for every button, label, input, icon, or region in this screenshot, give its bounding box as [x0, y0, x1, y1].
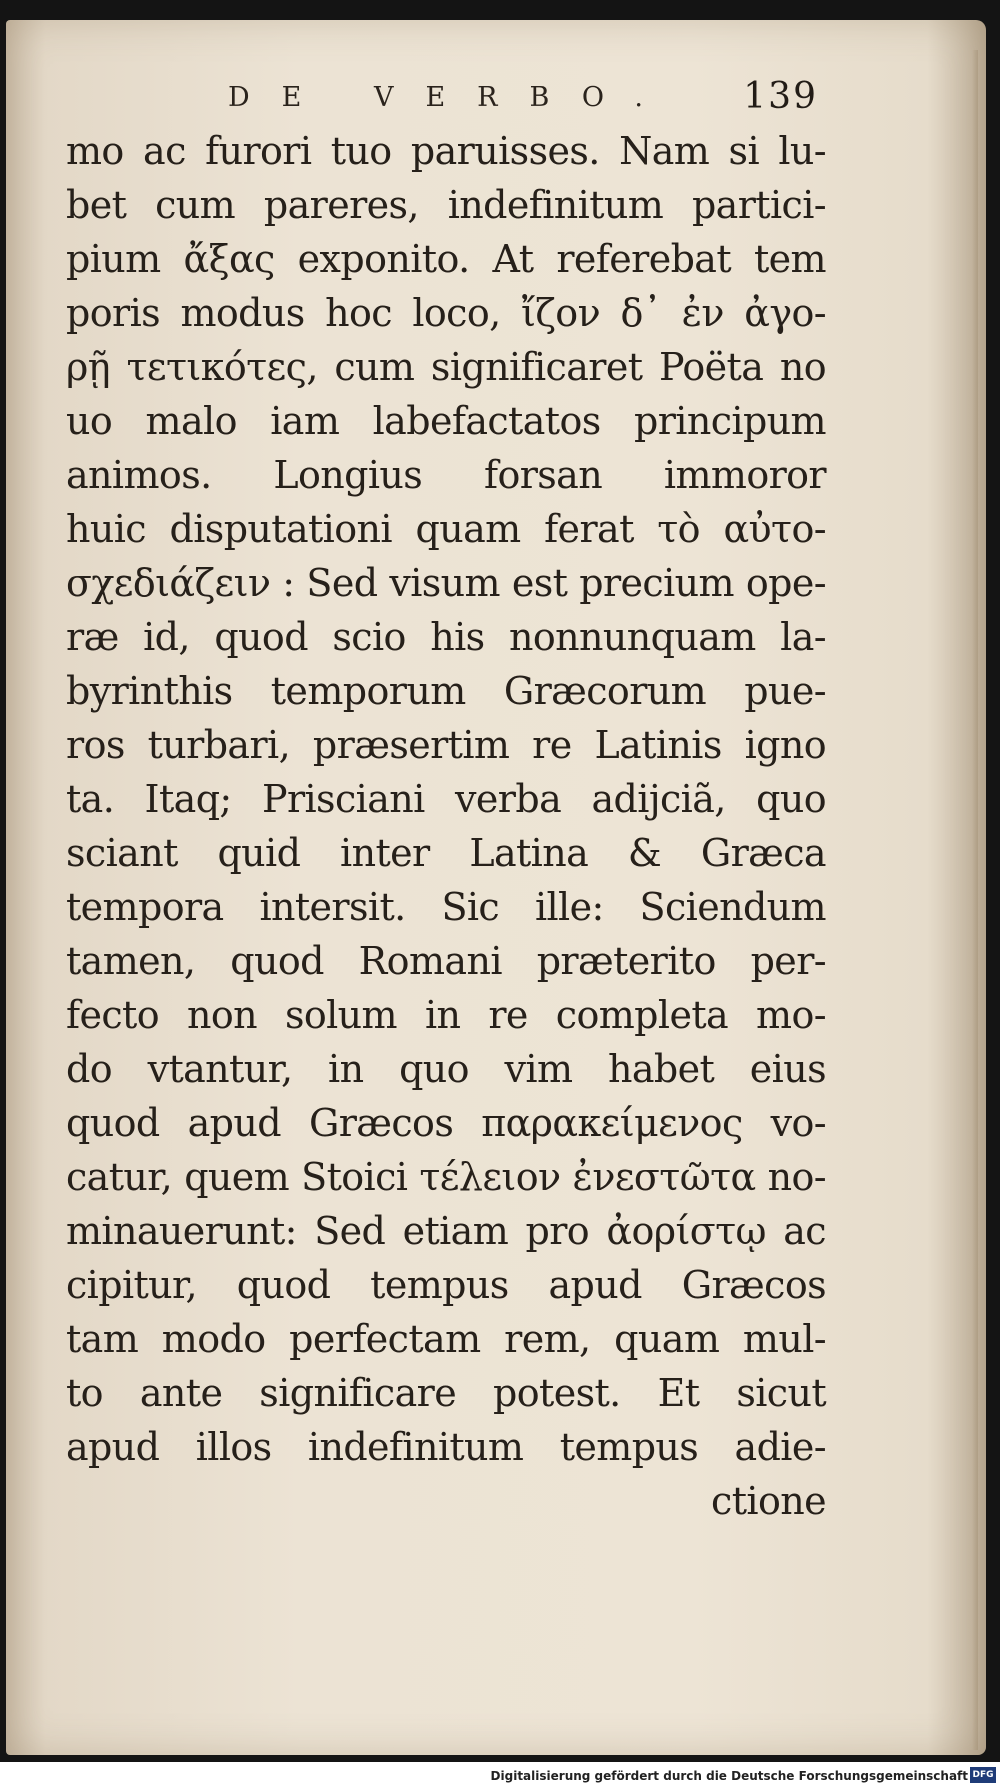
text-line: cipitur, quod tempus apud Græcos — [66, 1263, 826, 1307]
text-line: mo ac furori tuo paruisses. Nam si lu- — [66, 129, 826, 173]
page-number: 139 — [743, 76, 818, 117]
text-line: to ante significare potest. Et sicut — [66, 1371, 826, 1415]
text-line: tempora intersit. Sic ille: Sciendum — [66, 885, 826, 929]
footer-bar — [0, 1762, 1000, 1792]
text-line: ρῇ τετικότες, cum significaret Poëta no — [66, 345, 826, 389]
footer-credit: Digitalisierung gefördert durch die Deutsche Forschungsgemeinschaft — [490, 1769, 968, 1783]
text-line: animos. Longius forsan immoror — [66, 453, 826, 497]
text-line: do vtantur, in quo vim habet eius — [66, 1047, 826, 1091]
text-line: uo malo iam labefactatos principum — [66, 399, 826, 443]
text-line: sciant quid inter Latina & Græca — [66, 831, 826, 875]
text-line: huic disputationi quam ferat τὸ αὐτο- — [66, 507, 826, 551]
dfg-logo-icon: DFG — [970, 1767, 996, 1783]
text-line: tamen, quod Romani præterito per- — [66, 939, 826, 983]
catchword: ctione — [711, 1479, 826, 1523]
text-line: catur, quem Stoici τέλειον ἐνεστῶτα no- — [66, 1155, 826, 1199]
text-line: minauerunt: Sed etiam pro ἀορίστῳ ac — [66, 1209, 826, 1253]
text-line: ta. Itaq; Prisciani verba adijciã, quo — [66, 777, 826, 821]
running-head — [228, 76, 818, 124]
text-line: quod apud Græcos παρακείμενος vo- — [66, 1101, 826, 1145]
text-line: σχεδιάζειν : Sed visum est precium ope- — [66, 561, 826, 605]
text-line: fecto non solum in re completa mo- — [66, 993, 826, 1037]
text-block — [66, 124, 826, 1528]
text-line: pium ἄξας exponito. At referebat tem — [66, 237, 826, 281]
text-line: apud illos indefinitum tempus adie- — [66, 1425, 826, 1469]
text-line: byrinthis temporum Græcorum pue- — [66, 669, 826, 713]
text-line: bet cum pareres, indefinitum partici- — [66, 183, 826, 227]
text-line: poris modus hoc loco, ἴζον δ᾽ ἐν ἀγο- — [66, 291, 826, 335]
text-line: ros turbari, præsertim re Latinis igno — [66, 723, 826, 767]
running-title: DE VERBO. — [228, 82, 675, 113]
text-line: ræ id, quod scio his nonnunquam la- — [66, 615, 826, 659]
text-line: tam modo perfectam rem, quam mul- — [66, 1317, 826, 1361]
page-edge-shadow — [972, 50, 978, 1750]
